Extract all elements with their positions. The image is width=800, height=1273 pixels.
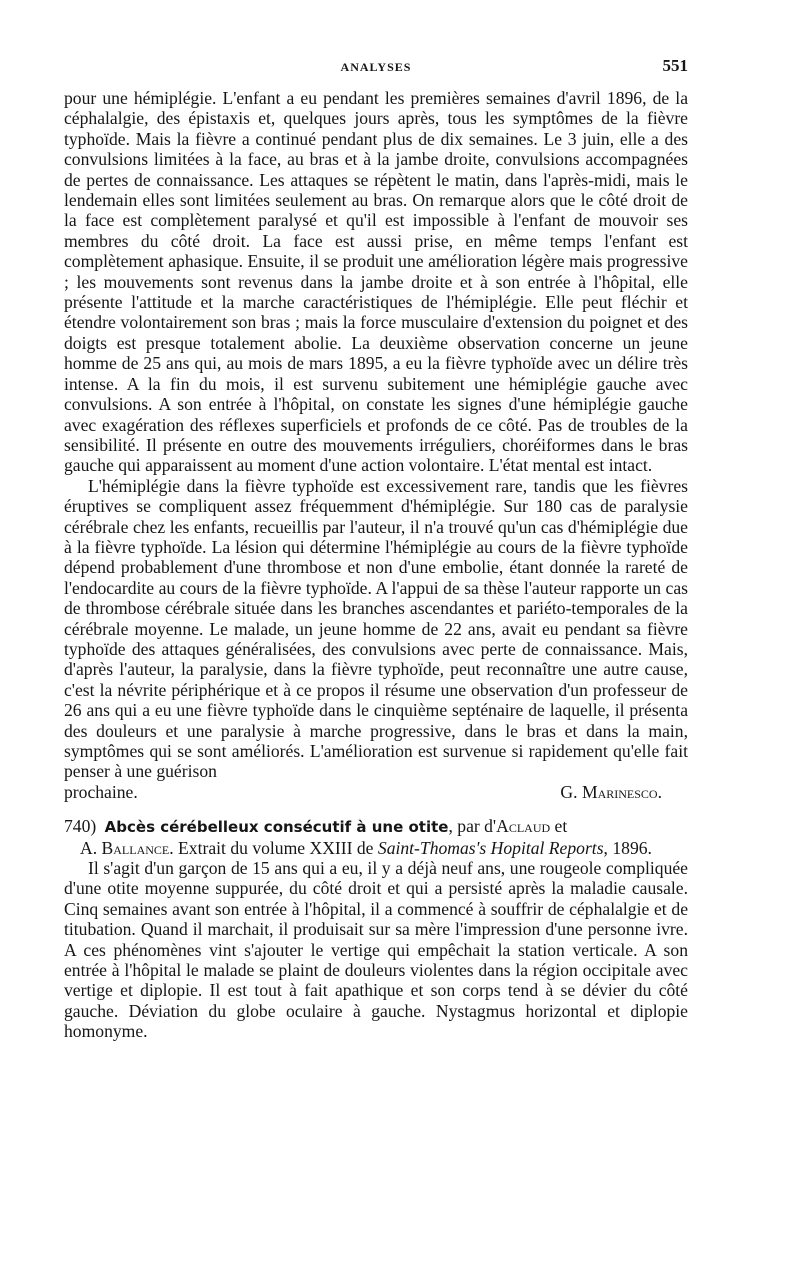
article-and: et — [550, 816, 568, 837]
signature-name: Marinesco. — [581, 781, 662, 802]
paragraph-ending: prochaine. — [64, 781, 138, 802]
article-by: , par d' — [448, 816, 497, 837]
article-author-2-initial: A. — [80, 837, 102, 858]
page-number: 551 — [662, 56, 688, 75]
article-author-1: Aclaud — [496, 816, 551, 837]
paragraph-article-body: Il s'agit d'un garçon de 15 ans qui a eu, il y a déjà neuf ans, une rougeole compliquée d'une otite moyenne suppurée, du côté droit et qui a persisté après la maladie causale. Cinq semaines avant son entrée à l'hôpital, il a commencé à souffrir de céphalalgie et de titubation. Quand il marchait, il produisait sur sa mère l'impression d'une personne ivre. A ces phénomènes vint s'ajouter le vertige qui empêchait la station verticale. A son entrée à l'hôpital le malade se plaint de douleurs violentes dans la région occipitale avec vertige et diplopie. Il est tout à fait apathique et son corps tend à se dévier du côté gauche. Déviation du globe oculaire à gauche. Nystagmus horizontal et diplopie homonyme. — [64, 858, 688, 1042]
article-title: Abcès cérébelleux consécutif à une otite — [104, 818, 449, 837]
article-heading — [64, 816, 688, 858]
article-number: 740) — [64, 816, 97, 837]
paragraph-ending-line — [64, 782, 688, 802]
paragraph-case-report: pour une hémiplégie. L'enfant a eu pendant les premières semaines d'avril 1896, de la céphalalgie, des épistaxis et, quelques jours après, tous les symptômes de la fièvre typhoïde. Mais la fièvre a continué pendant plus de dix semaines. Le 3 juin, elle a des convulsions limitées à la face, au bras et à la jambe droite, convulsions accompagnées de pertes de connaissance. Les attaques se répètent le matin, dans l'après-midi, mais le lendemain elles sont limitées seulement au bras. On remarque alors que le côté droit de la face est complètement paralysé et qu'il est impossible à l'enfant de mouvoir ses membres du côté droit. La face est aussi prise, en même temps l'enfant est complètement aphasique. Ensuite, il se produit une amélioration légère mais progressive ; les mouvements sont revenus dans la jambe droite et à son entrée à l'hôpital, elle présente l'attitude et la marche caractéristiques de l'hémiplégie. Elle peut fléchir et étendre volontairement son bras ; mais la force musculaire d'extension du poignet et des doigts est presque totalement abolie. La deuxième observation concerne un jeune homme de 25 ans qui, au mois de mars 1895, a eu la fièvre typhoïde avec un délire très intense. A la fin du mois, il est survenu subitement une hémiplégie gauche avec convulsions. A son entrée à l'hôpital, on constate les signes d'une hémiplégie gauche avec exagération des réflexes superficiels et profonds de ce côté. Pas de troubles de la sensibilité. Il présente en outre des mouvements irréguliers, choréiformes dans le bras gauche qui apparaissent au moment d'une action volontaire. L'état mental est intact. — [64, 88, 688, 476]
signature-initial: G. — [560, 781, 578, 802]
article-journal: Saint-Thomas's Hopital Reports — [377, 837, 604, 858]
article-source-suffix: , 1896. — [603, 837, 652, 858]
page-body — [64, 88, 688, 1042]
article-source-prefix: . Extrait du volume XXIII de — [169, 837, 378, 858]
article-author-2: Ballance — [101, 837, 170, 858]
signature — [560, 782, 688, 802]
page-header — [64, 56, 688, 80]
paragraph-discussion: L'hémiplégie dans la fièvre typhoïde est excessivement rare, tandis que les fièvres éruptives se compliquent assez fréquemment d'hémiplégie. Sur 180 cas de paralysie cérébrale chez les enfants, recueillis par l'auteur, il n'a trouvé qu'un cas d'hémiplégie due à la fièvre typhoïde. La lésion qui détermine l'hémiplégie au cours de la fièvre typhoïde dépend probablement d'une thrombose et non d'une embolie, étant donnée la rareté de l'endocardite au cours de la fièvre typhoïde. A l'appui de sa thèse l'auteur rapporte un cas de thrombose cérébrale située dans les branches ascendantes et pariéto-temporales de la cérébrale moyenne. Le malade, un jeune homme de 22 ans, avait eu pendant sa fièvre typhoïde des attaques généralisées, des convulsions avec perte de connaissance. Mais, d'après l'auteur, la paralysie, dans la fièvre typhoïde, peut reconnaître une autre cause, c'est la névrite périphérique et à ce propos il résume une observation d'un professeur de 26 ans qui a eu une fièvre typhoïde dans le cinquième septénaire de laquelle, il présenta des douleurs et une paralysie à marche progressive, dans le bras et dans la main, symptômes qui se sont améliorés. L'amélioration est survenue si rapidement qu'elle fait penser à une guérison — [64, 475, 688, 782]
running-title: ANALYSES — [340, 60, 412, 74]
